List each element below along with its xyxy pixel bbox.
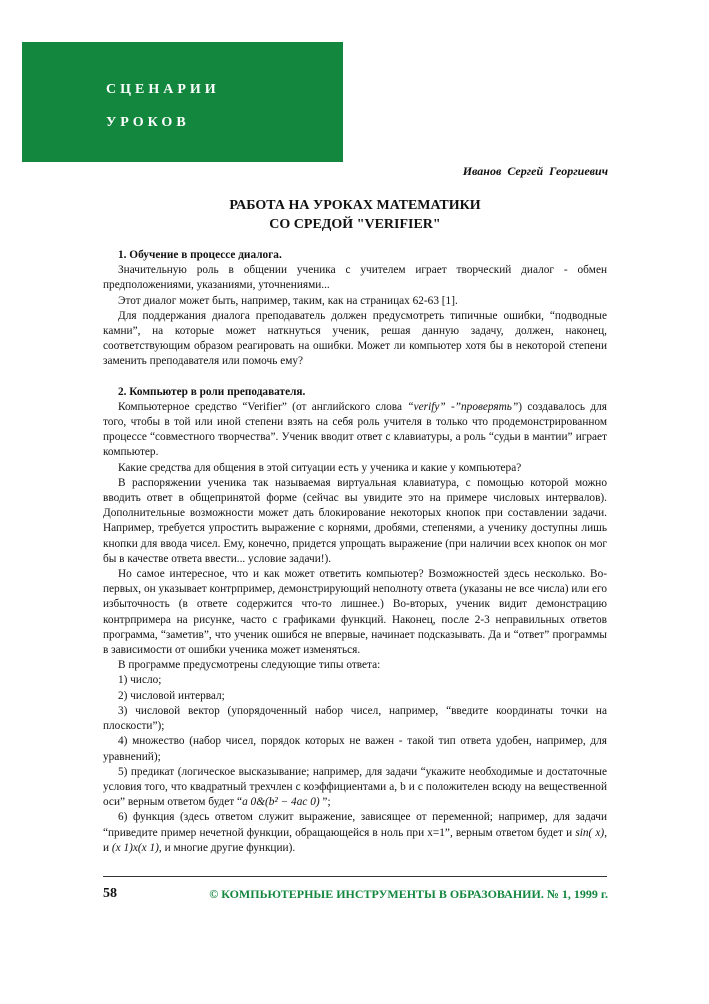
list-item: 4) множество (набор чисел, порядок которых не важен - такой тип ответа удобен, например, для уравнений); bbox=[103, 735, 607, 763]
list-item bbox=[103, 765, 607, 811]
title-line-2: СО СРЕДОЙ "VERIFIER" bbox=[269, 217, 441, 232]
list-item: 2) числовой интервал; bbox=[118, 689, 225, 702]
formula: a 0&(b² − 4ac 0) bbox=[242, 796, 320, 809]
page-number: 58 bbox=[103, 886, 117, 901]
article-title bbox=[103, 196, 607, 234]
footer-rule bbox=[103, 876, 607, 877]
list-item-text: 5) предикат (логическое высказывание; например, для задачи “укажите необходимые и достаточные условия того, что квадратный трехчлен с коэффициентами a, b и c положителен всюду на вещественной оси” верным ответом будет “ bbox=[103, 765, 607, 809]
paragraph-text: ) создавалось для того, чтобы в той или иной степени взять на себя роль учителя в только что продемонстрированном процессе “совместного творчества”. Ученик вводит ответ с клавиатуры, а роль “судьи в мантии” играет компьютер. bbox=[103, 400, 607, 459]
paragraph: В распоряжении ученика так называемая виртуальная клавиатура, с помощью которой можно вводить ответ в общепринятой форме (сейчас вы увидите это на примере числовых интервалов). Дополнительные возможности может дать блокирование некоторых кнопок при составлении задачи. Например, требуется упростить выражение с корнями, дробями, степенями, а ученику доступны лишь кнопки для ввода чисел. Ему, конечно, придется упрощать выражение (при наличии всех кнопок он мог бы в качестве ответа ввести... условие задачи!). bbox=[103, 476, 607, 565]
list-item: 1) число; bbox=[118, 674, 162, 687]
banner-line-1: СЦЕНАРИИ bbox=[106, 82, 220, 97]
list-item bbox=[103, 810, 607, 856]
paragraph: Для поддержания диалога преподаватель должен предусмотреть типичные ошибки, “подводные камни”, на которые может наткнуться ученик, решая данную задачу, должен, наконец, соответствующим образом реагировать на ошибки. Может ли компьютер хотя бы в некоторой степени заменить преподавателя или помочь ему? bbox=[103, 309, 607, 368]
paragraph: Какие средства для общения в этой ситуации есть у ученика и какие у компьютера? bbox=[118, 461, 522, 474]
article-body bbox=[103, 248, 607, 856]
paragraph: Но самое интересное, что и как может ответить компьютер? Возможностей здесь несколько. Во-первых, он указывает контрпример, демонстрирующий неполноту ответа (указаны не все числа) или его избыточность (в ответе содержится что-то лишнее.) Во-вторых, ученик видит демонстрацию контрпримера на рисунке, часто с графиками функций. Наконец, после 2-3 неправильных ответов программа, “заметив”, что ученик ошибся не впервые, начинает подсказывать. Да и “ответ” программы в зависимости от ошибки ученика может изменяться. bbox=[103, 568, 607, 657]
list-item-text: 6) функция (здесь ответом служит выражение, зависящее от переменной; например, для задачи “приведите пример нечетной функции, обращающейся в ноль при x=1”, верным ответом будет и bbox=[103, 811, 607, 839]
paragraph bbox=[103, 400, 607, 461]
section-2-heading: 2. Компьютер в роли преподавателя. bbox=[118, 385, 306, 398]
paragraph: В программе предусмотрены следующие типы ответа: bbox=[118, 659, 381, 672]
formula: (x 1)x(x 1) bbox=[111, 841, 159, 854]
paragraph: Значительную роль в общении ученика с учителем играет творческий диалог - обмен предположениями, указаниями, уточнениями... bbox=[103, 264, 607, 292]
paragraph-text: Компьютерное средство “Verifier” (от английского слова bbox=[118, 400, 408, 413]
formula: sin( x) bbox=[575, 826, 605, 839]
list-item-text: , и многие другие функции). bbox=[158, 841, 296, 854]
italic-term: “verify” -”проверять” bbox=[407, 400, 519, 413]
banner-line-2: УРОКОВ bbox=[106, 115, 190, 130]
paragraph: Этот диалог может быть, например, таким, как на страницах 62-63 [1]. bbox=[118, 294, 458, 307]
section-banner bbox=[22, 42, 343, 162]
author-name: Иванов Сергей Георгиевич bbox=[462, 164, 608, 178]
list-item-text: , и bbox=[103, 826, 608, 854]
section-1-heading: 1. Обучение в процессе диалога. bbox=[118, 249, 282, 261]
title-line-1: РАБОТА НА УРОКАХ МАТЕМАТИКИ bbox=[229, 198, 481, 213]
journal-footer: © КОМПЬЮТЕРНЫЕ ИНСТРУМЕНТЫ В ОБРАЗОВАНИИ. № 1, 1999 г. bbox=[209, 887, 608, 901]
list-item-text: ”; bbox=[319, 796, 331, 809]
list-item: 3) числовой вектор (упорядоченный набор чисел, например, “введите координаты точки на плоскости”); bbox=[103, 704, 607, 733]
